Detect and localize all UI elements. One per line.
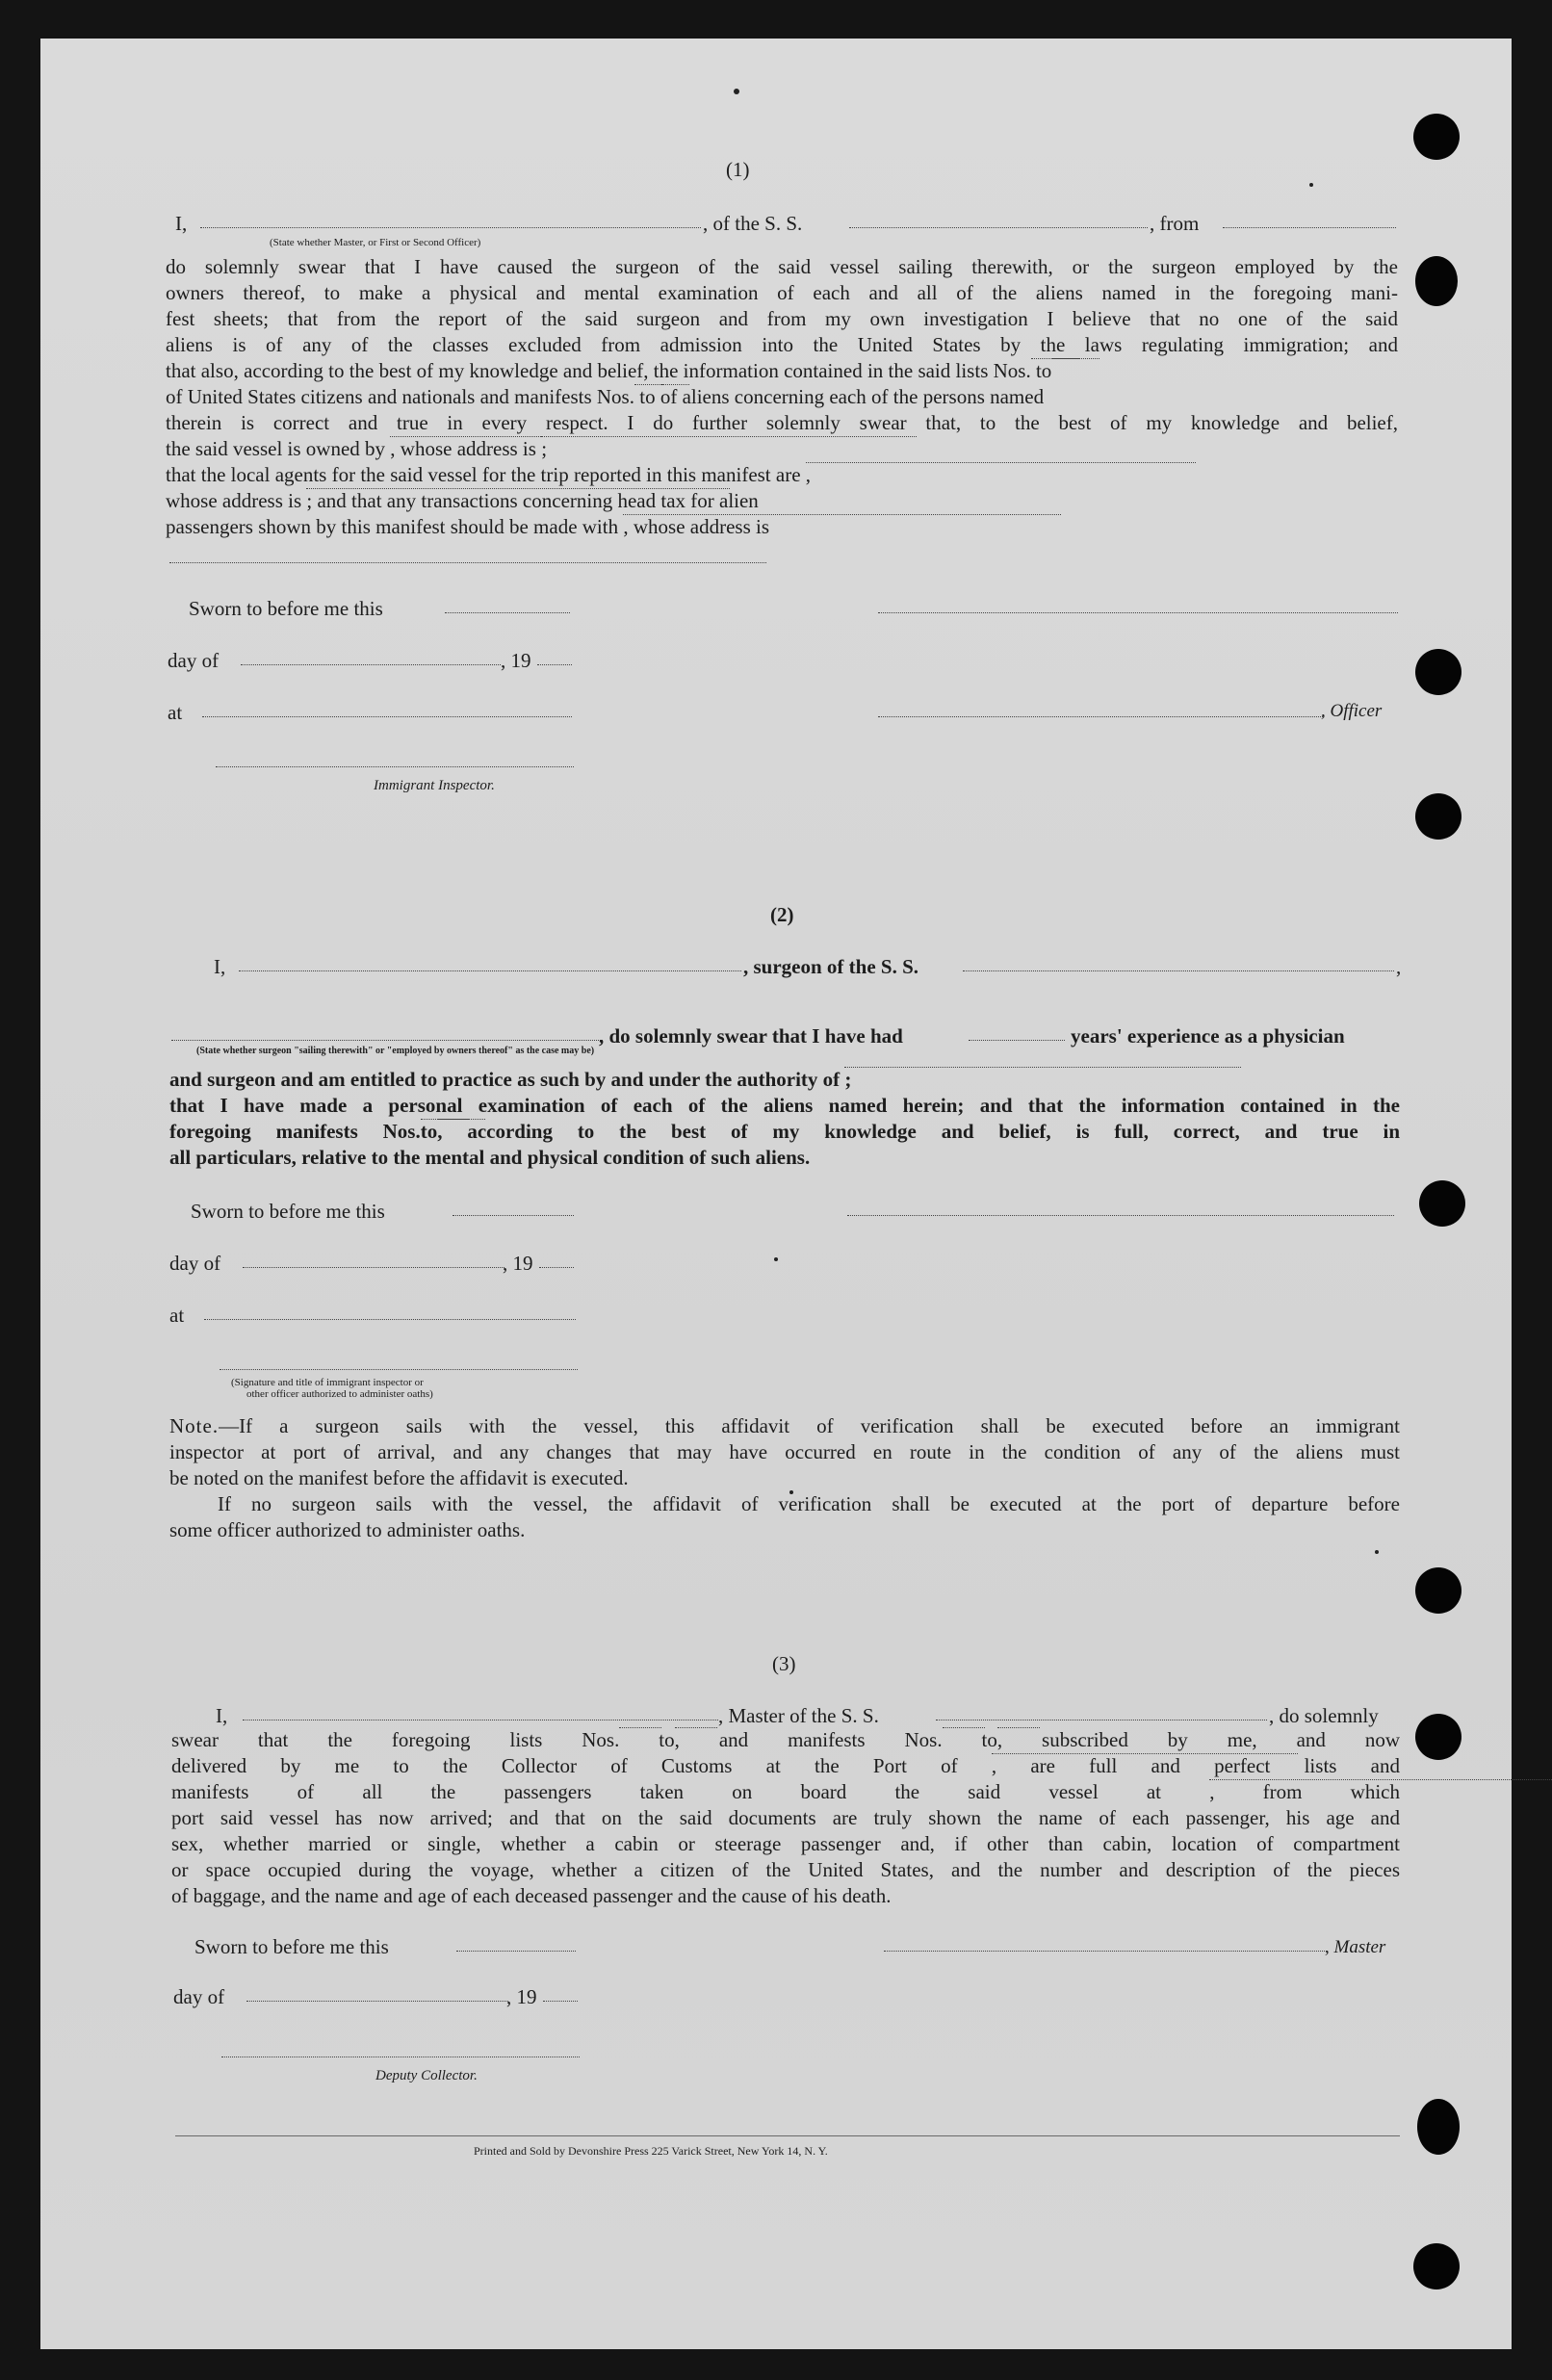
s1-lists-to-field[interactable]: [1051, 358, 1099, 359]
binder-hole: [1417, 2099, 1460, 2155]
form-sheet: [40, 39, 1512, 2349]
s3-line1-i: I,: [216, 1704, 228, 1727]
s2-vessel-field[interactable]: [963, 970, 1394, 971]
s2-line1-surgeon: , surgeon of the S. S.: [743, 955, 919, 978]
s2-manifest-to-field[interactable]: [437, 1119, 485, 1120]
s1-text-line: the said vessel is owned by , whose address is ;: [166, 436, 1398, 462]
s1-text-line: owners thereof, to make a physical and mental examination of each and all of the aliens named in the foregoing mani-: [166, 281, 1398, 304]
binder-hole: [1419, 1180, 1465, 1227]
section-1-number: (1): [726, 158, 750, 181]
s3-text-line: or space occupied during the voyage, whether a citizen of the United States, and the number and description of the pieces: [171, 1858, 1400, 1881]
s3-line1-end: , do solemnly: [1269, 1704, 1379, 1727]
binder-hole: [1415, 793, 1461, 840]
s1-day-of-label: day of: [168, 649, 220, 672]
s1-sworn-date-field[interactable]: [445, 612, 570, 613]
s2-authority-field[interactable]: [844, 1067, 1241, 1068]
s2-at-label: at: [169, 1304, 185, 1327]
s1-year-label: , 19: [501, 649, 531, 672]
s1-text-line: whose address is ; and that any transactions concerning head tax for alien: [166, 489, 759, 512]
section-2-number: (2): [770, 903, 794, 926]
s1-owner-address-field[interactable]: [541, 436, 917, 437]
s1-inspector-label: Immigrant Inspector.: [374, 778, 495, 793]
speck: [1309, 183, 1313, 187]
s3-text-line: manifests of all the passengers taken on board the said vessel at , from which: [171, 1779, 1400, 1805]
s1-vessel-field[interactable]: [849, 227, 1148, 228]
s1-from-field[interactable]: [1223, 227, 1396, 228]
s3-master-label: , Master: [1325, 1937, 1386, 1957]
binder-hole: [1415, 649, 1461, 695]
s3-lists-to-field[interactable]: [675, 1727, 717, 1728]
s3-master-signature-field[interactable]: [884, 1951, 1327, 1952]
s2-note: [169, 1413, 1400, 1543]
s1-officer-label: , Officer: [1321, 701, 1383, 721]
s3-year-field[interactable]: [543, 2001, 578, 2002]
s2-sworn-date-field[interactable]: [453, 1215, 574, 1216]
speck: [774, 1257, 778, 1261]
s1-sworn-label: Sworn to before me this: [189, 597, 383, 620]
s1-agents-address-field[interactable]: [306, 488, 730, 489]
s2-line1-i: I,: [214, 955, 226, 978]
s1-inspector-signature-field[interactable]: [216, 766, 574, 767]
s2-line1-end: ,: [1396, 955, 1402, 978]
s1-text-line: passengers shown by this manifest should be made with , whose address is: [166, 514, 1398, 540]
binder-hole: [1413, 114, 1460, 160]
s1-master-name-field[interactable]: [200, 227, 701, 228]
s2-note-line: If no surgeon sails with the vessel, the affidavit of verification shall be executed at the port of departure before: [218, 1492, 1400, 1515]
s1-text-line: fest sheets; that from the report of the said surgeon and from my own investigation I believe that no one of the said: [166, 307, 1398, 330]
s3-boarding-port-field[interactable]: [1209, 1779, 1552, 1780]
s1-text-line: of United States citizens and nationals and manifests Nos. to of aliens concerning each of the persons named: [166, 385, 1045, 408]
s1-line1-of-ss: , of the S. S.: [703, 212, 803, 235]
s1-headtax-field[interactable]: [623, 514, 1061, 515]
speck: [734, 89, 739, 94]
s3-deputy-label: Deputy Collector.: [375, 2068, 478, 2083]
s1-text-line: do solemnly swear that I have caused the surgeon of the said vessel sailing therewith, or the surgeon employed by the: [166, 255, 1398, 278]
footer-printer: Printed and Sold by Devonshire Press 225 Varick Street, New York 14, N. Y.: [474, 2144, 828, 2158]
s1-text-line: that also, according to the best of my knowledge and belief, the information contained in the said lists Nos. to: [166, 358, 1398, 384]
s1-text-line: that the local agents for the said vessel for the trip reported in this manifest are ,: [166, 462, 1398, 488]
s3-year-label: , 19: [506, 1985, 537, 2008]
s1-body: [166, 254, 1398, 540]
s3-sworn-label: Sworn to before me this: [194, 1935, 389, 1958]
s2-inspector-signature-field[interactable]: [220, 1369, 578, 1370]
s2-sig-note-1: (Signature and title of immigrant inspector or: [231, 1377, 424, 1388]
s2-sig-note-2: other officer authorized to administer oaths): [246, 1388, 433, 1400]
s2-note-line: be noted on the manifest before the affidavit is executed.: [169, 1466, 629, 1489]
s2-years-field[interactable]: [969, 1040, 1065, 1041]
speck: [1375, 1550, 1379, 1554]
s2-status-field[interactable]: [171, 1040, 603, 1041]
s1-line1-i: I,: [175, 212, 188, 235]
s2-day-field[interactable]: [243, 1267, 504, 1268]
s3-text-line: sex, whether married or single, whether a cabin or steerage passenger and, if other than cabin, location of compartment: [171, 1832, 1400, 1855]
s3-port-field[interactable]: [992, 1753, 1298, 1754]
s2-year-field[interactable]: [539, 1267, 574, 1268]
s1-officer-title-field[interactable]: [878, 716, 1323, 717]
s3-body: [171, 1727, 1400, 1909]
s3-manifest-from-field[interactable]: [943, 1727, 985, 1728]
s3-text-line: swear that the foregoing lists Nos. to , and manifests Nos. to , subscribed by me, and now: [171, 1728, 1400, 1751]
s2-sworn-label: Sworn to before me this: [191, 1200, 385, 1223]
s3-text-line: port said vessel has now arrived; and that on the said documents are truly shown the name of each passenger, his age and: [171, 1806, 1400, 1829]
s1-agents-field[interactable]: [806, 462, 1196, 463]
s2-note-line: Note.—If a surgeon sails with the vessel, this affidavit of verification shall be executed before an immigrant: [169, 1414, 1400, 1437]
s2-year-label: , 19: [503, 1252, 533, 1275]
s2-surgeon-name-field[interactable]: [239, 970, 741, 971]
s1-at-label: at: [168, 701, 183, 724]
s1-line1-from: , from: [1150, 212, 1200, 235]
s2-status-note: (State whether surgeon "sailing therewith" or "employed by owners thereof" as the case may be): [196, 1046, 595, 1056]
s2-signature-field[interactable]: [847, 1215, 1394, 1216]
s3-text-line: of baggage, and the name and age of each deceased passenger and the cause of his death.: [171, 1884, 892, 1907]
s1-day-field[interactable]: [241, 664, 501, 665]
s3-lists-from-field[interactable]: [619, 1727, 661, 1728]
binder-hole: [1413, 2243, 1460, 2289]
section-3-number: (3): [772, 1652, 796, 1675]
s1-text-line: therein is correct and true in every respect. I do further solemnly swear that, to the best of my knowledge and belief,: [166, 411, 1398, 434]
s3-sworn-date-field[interactable]: [456, 1951, 576, 1952]
s2-at-field[interactable]: [204, 1319, 576, 1320]
s1-text-line: aliens is of any of the classes excluded from admission into the United States by the laws regulating immigration; and: [166, 333, 1398, 356]
s3-day-field[interactable]: [246, 2001, 508, 2002]
binder-hole: [1415, 1714, 1461, 1760]
s2-day-of-label: day of: [169, 1252, 221, 1275]
footer-rule: [175, 2135, 1400, 2136]
s1-manifest-to-field[interactable]: [660, 384, 689, 385]
binder-hole: [1415, 256, 1458, 306]
s2-text-line: foregoing manifests Nos. to , according to the best of my knowledge and belief, is full, correct, and true in: [169, 1120, 1400, 1143]
s2-text-line: that I have made a personal examination of each of the aliens named herein; and that the information contained in the: [169, 1094, 1400, 1117]
s1-officer-note: (State whether Master, or First or Second Officer): [270, 237, 481, 248]
s1-headtax-address-field[interactable]: [169, 562, 766, 563]
s1-at-field[interactable]: [202, 716, 572, 717]
s3-line1-master: , Master of the S. S.: [718, 1704, 879, 1727]
s2-line2-years: years' experience as a physician: [1071, 1024, 1345, 1048]
s2-text-line: and surgeon and am entitled to practice as such by and under the authority of ;: [169, 1067, 1400, 1093]
s2-note-line: some officer authorized to administer oaths.: [169, 1518, 526, 1541]
s1-manifest-from-field[interactable]: [634, 384, 663, 385]
binder-hole: [1415, 1567, 1461, 1614]
s3-text-line: delivered by me to the Collector of Customs at the Port of , are full and perfect lists and: [171, 1754, 1400, 1777]
s2-note-line: inspector at port of arrival, and any changes that may have occurred en route in the condition of any of the aliens must: [169, 1440, 1400, 1463]
s2-text-line: all particulars, relative to the mental and physical condition of such aliens.: [169, 1146, 811, 1169]
s2-line2-swear: , do solemnly swear that I have had: [599, 1024, 903, 1048]
s3-manifest-to-field[interactable]: [997, 1727, 1040, 1728]
s3-day-of-label: day of: [173, 1985, 225, 2008]
s2-body: [169, 1067, 1400, 1171]
s1-officer-signature-field[interactable]: [878, 612, 1398, 613]
s1-year-field[interactable]: [537, 664, 572, 665]
